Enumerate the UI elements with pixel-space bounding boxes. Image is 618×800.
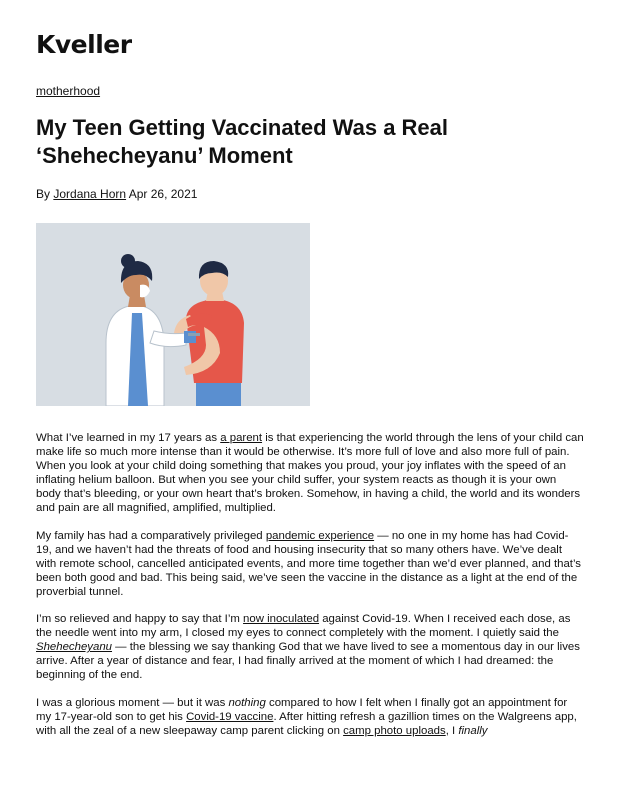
article-title: My Teen Getting Vaccinated Was a Real ‘Shehecheyanu’ Moment: [36, 115, 449, 168]
hero-image: [36, 223, 310, 406]
text-span: is that experiencing the world through the lens of your child can make life so much more intense than it would be otherwise. It’s more full of love and also more full of pain. When you look at your child doing something that makes you proud, your joy inflates with the speed of an inflating helium balloon. But when you see your child suffer, your system reacts as though it is your own body that’s bleeding, or your own heart that’s broken. Somehow, in having a child, the world and its wonders and pain are all magnified, amplified, multiplied.: [36, 432, 584, 515]
paragraph-4: [36, 696, 584, 738]
article-body: [36, 431, 584, 751]
finally-emphasis: finally: [458, 724, 488, 737]
a-parent-link[interactable]: a parent: [220, 432, 263, 444]
site-logo[interactable]: Kveller: [36, 30, 132, 59]
text-span: , I: [445, 724, 459, 737]
shehecheyanu-emphasis: Shehecheyanu: [36, 641, 113, 654]
byline-prefix: By: [36, 187, 54, 201]
pandemic-experience-link[interactable]: pandemic experience: [265, 529, 375, 542]
text-span: — no one in my home has had Covid-19, and we haven’t had the threats of food and housing insecurity that so many others have. We’ve dealt with remote school, cancelled anticipated events, and more time together than we’d ever planned, and that’s been both good and bad. This being said, we’ve seen the vaccine in the distance as a light at the end of the proverbial tunnel.: [36, 529, 581, 598]
byline: [36, 186, 197, 202]
covid-vaccine-link[interactable]: Covid-19 vaccine: [186, 710, 274, 723]
text-span: What I’ve learned in my 17 years as: [36, 432, 221, 444]
nothing-emphasis: nothing: [228, 696, 266, 709]
text-span: compared to how I felt when I finally got an appointment for my 17-year-old son to get his: [36, 696, 568, 723]
paragraph-2: [36, 529, 584, 599]
camp-photo-uploads-link[interactable]: camp photo uploads: [343, 724, 446, 737]
paragraph-3: [36, 612, 584, 682]
publish-date: Apr 26, 2021: [126, 187, 198, 201]
text-span: . After hitting refresh a gazillion times on the Walgreens app, with all the zeal of a new sleepaway camp parent clicking on: [36, 710, 577, 737]
text-span: I’m so relieved and happy to say that I’m: [36, 613, 244, 626]
now-inoculated-link[interactable]: now inoculated: [243, 613, 320, 626]
text-span: — the blessing we say thanking God that we have lived to see a momentous day in our lives arrive. After a year of distance and fear, I had finally arrived at the moment of which I had dreamed: the beginning of the end.: [36, 641, 580, 682]
paragraph-1: [36, 431, 584, 516]
shehecheyanu-link[interactable]: [36, 641, 112, 653]
text-span: My family has had a comparatively privileged: [36, 529, 266, 542]
text-span: I was a glorious moment — but it was: [36, 696, 229, 709]
author-link[interactable]: Jordana Horn: [53, 187, 127, 201]
category-link[interactable]: motherhood: [36, 84, 101, 98]
vaccination-illustration-icon: [36, 223, 310, 406]
text-span: against Covid-19. When I received each dose, as the needle went into my arm, I closed my eyes to connect completely with the moment. I quietly said the: [36, 613, 571, 640]
